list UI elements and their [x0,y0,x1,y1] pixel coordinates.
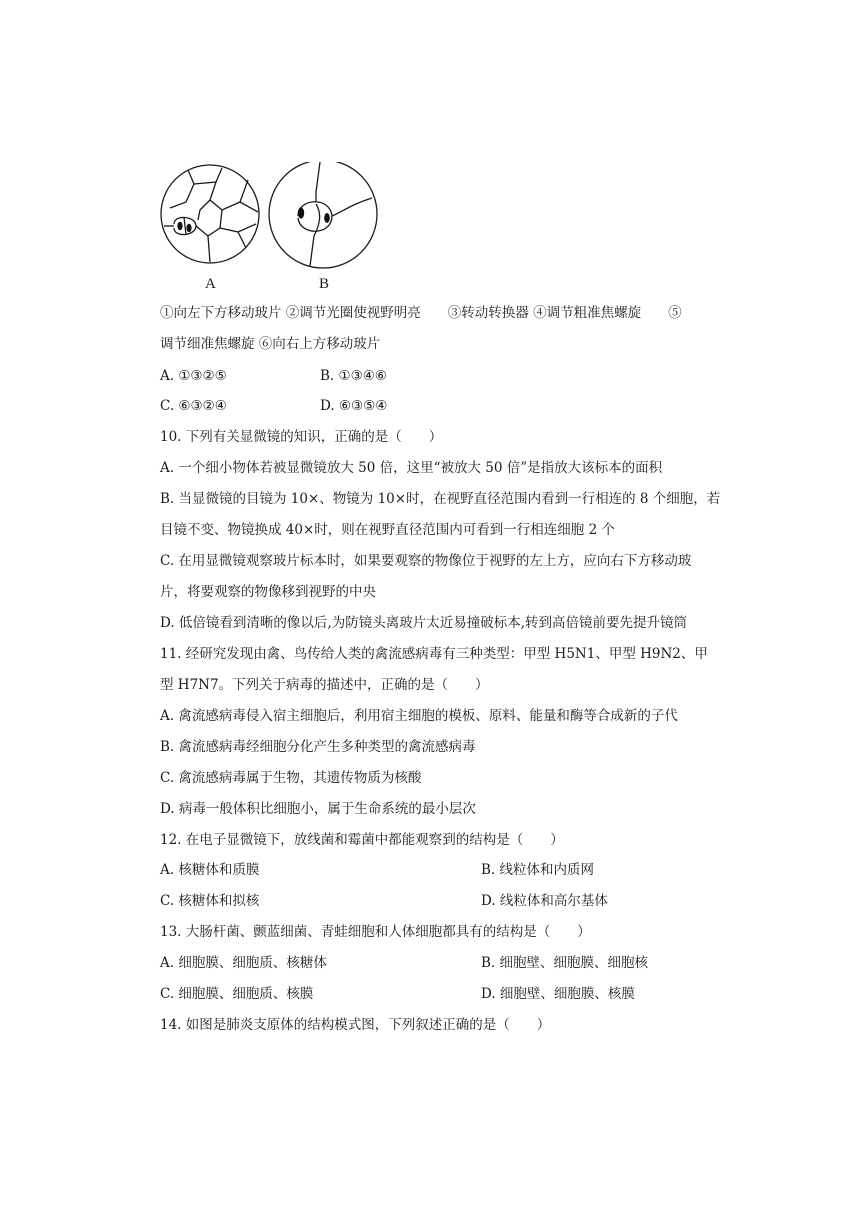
figure-label-a: A [205,276,216,292]
q9-option-c: C. ⑥③②④ [160,398,227,414]
q10-option-a: A. 一个细小物体若被显微镜放大 50 倍，这里“被放大 50 倍”是指放大该标本的面积 [160,460,663,476]
q12-stem: 12. 在电子显微镜下，放线菌和霉菌中都能观察到的结构是（ ） [160,832,564,848]
q11-option-b: B. 禽流感病毒经细胞分化产生多种类型的禽流感病毒 [160,739,476,755]
q10-stem: 10. 下列有关显微镜的知识，正确的是（ ） [160,429,443,445]
q10-option-c-line2: 片，将要观察的物像移到视野的中央 [160,584,376,600]
q9-option-d: D. ⑥③⑤④ [320,398,388,414]
field-b-nucleus-right [324,213,330,223]
q13-stem: 13. 大肠杆菌、颤蓝细菌、青蛙细胞和人体细胞都具有的结构是（ ） [160,924,591,940]
figure-label-b: B [319,276,330,292]
field-b-nucleus-left [298,207,304,218]
q13-option-a: A. 细胞膜、细胞质、核糖体 [160,955,327,971]
field-b [269,162,377,268]
q10-option-b-line1: B. 当显微镜的目镜为 10×、物镜为 10×时，在视野直径范围内看到一行相连的 8 个细胞，若 [160,491,721,507]
q9-option-b: B. ①③④⑥ [320,368,387,384]
q12-option-d: D. 线粒体和高尔基体 [481,893,608,909]
q10-option-d: D. 低倍镜看到清晰的像以后,为防镜头离玻片太近易撞破标本,转到高倍镜前要先提升镜筒 [160,615,688,631]
field-a [161,165,259,263]
q11-option-a: A. 禽流感病毒侵入宿主细胞后，利用宿主细胞的模板、原料、能量和酶等合成新的子代 [160,708,678,724]
q13-option-d: D. 细胞壁、细胞膜、核膜 [481,986,635,1002]
q10-option-b-line2: 目镜不变、物镜换成 40×时，则在视野直径范围内可看到一行相连细胞 2 个 [160,522,615,538]
q11-stem-line1: 11. 经研究发现由禽、鸟传给人类的禽流感病毒有三种类型：甲型 H5N1、甲型 H9N2、甲 [160,646,708,662]
q12-option-a: A. 核糖体和质膜 [160,862,260,878]
field-a-nucleus-right [186,224,191,232]
q9-steps-line2: 调节细准焦螺旋 ⑥向右上方移动玻片 [160,336,381,352]
q12-option-b: B. 线粒体和内质网 [481,862,595,878]
q14-stem: 14. 如图是肺炎支原体的结构模式图，下列叙述正确的是（ ） [160,1017,551,1033]
q12-option-c: C. 核糖体和拟核 [160,893,260,909]
field-a-nucleus-left [177,222,182,230]
q10-option-c-line1: C. 在用显微镜观察玻片标本时，如果要观察的物像位于视野的左上方，应向右下方移动玻 [160,553,692,569]
q11-option-c: C. 禽流感病毒属于生物，其遗传物质为核酸 [160,770,422,786]
q9-steps-line1: ①向左下方移动玻片 ②调节光圈使视野明亮 ③转动转换器 ④调节粗准焦螺旋 ⑤ [160,305,682,321]
q11-option-d: D. 病毒一般体积比细胞小，属于生命系统的最小层次 [160,801,476,817]
q13-option-c: C. 细胞膜、细胞质、核膜 [160,986,314,1002]
microscope-field-figure [160,162,380,292]
q11-stem-line2: 型 H7N7。下列关于病毒的描述中，正确的是（ ） [160,677,489,693]
q13-option-b: B. 细胞壁、细胞膜、细胞核 [481,955,649,971]
q9-option-a: A. ①③②⑤ [160,368,227,384]
